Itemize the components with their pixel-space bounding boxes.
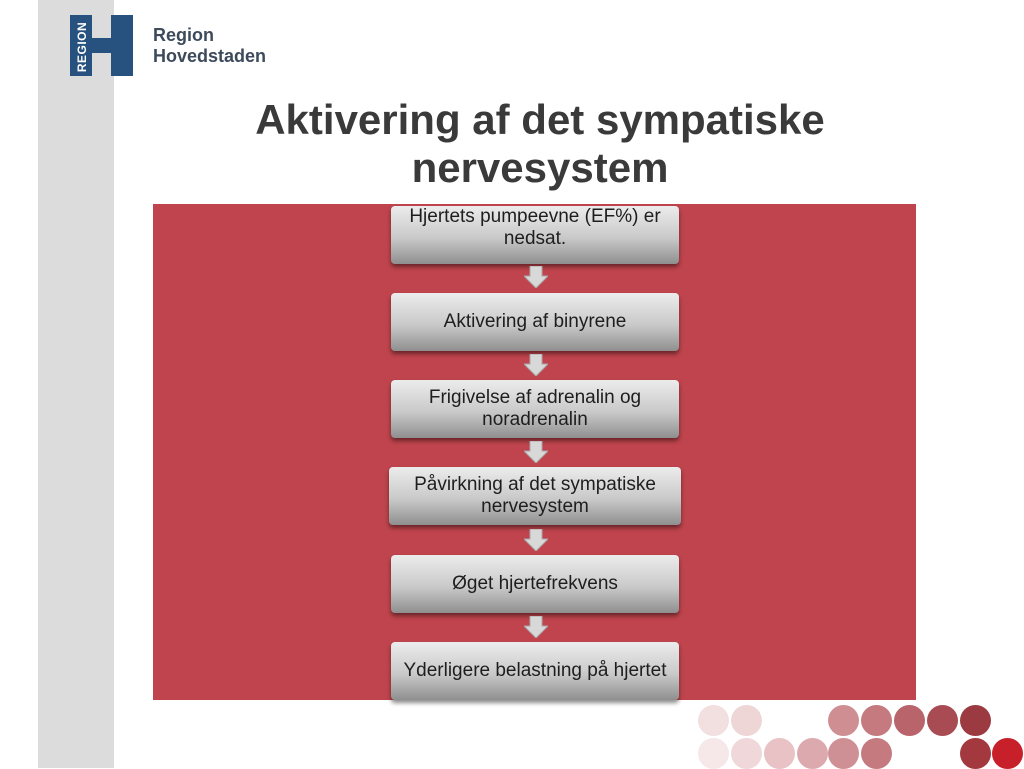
down-arrow-icon — [524, 354, 548, 376]
flow-step-2-label: Aktivering af binyrene — [443, 311, 627, 332]
flow-step-3-label: Frigivelse af adrenalin og noradrenalin — [428, 387, 642, 430]
decorative-dot — [960, 705, 991, 736]
decorative-dot — [828, 705, 859, 736]
flow-step-5-label: Øget hjertefrekvens — [452, 573, 618, 594]
decorative-dot — [927, 705, 958, 736]
logo-name-line2: Hovedstaden — [153, 46, 267, 66]
flow-step-1-label: Hjertets pumpeevne (EF%) er nedsat. — [409, 206, 661, 249]
down-arrow-icon — [524, 266, 548, 288]
decorative-dots — [690, 700, 1024, 768]
flow-step-4 — [389, 467, 681, 525]
decorative-dot — [698, 705, 729, 736]
decorative-dot — [764, 738, 795, 769]
side-band — [38, 0, 114, 768]
slide-title: Aktivering af det sympatiske nervesystem — [255, 96, 825, 191]
logo-wordmark — [153, 25, 266, 67]
decorative-dot — [731, 705, 762, 736]
flow-step-6 — [391, 642, 679, 700]
flow-step-2 — [391, 293, 679, 351]
region-hovedstaden-logo — [70, 15, 285, 79]
decorative-dot — [731, 738, 762, 769]
down-arrow-icon — [524, 529, 548, 551]
flow-step-5 — [391, 555, 679, 613]
flow-step-1 — [391, 206, 679, 264]
decorative-dot — [698, 738, 729, 769]
down-arrow-icon — [524, 441, 548, 463]
decorative-dot — [861, 705, 892, 736]
flow-step-4-label: Påvirkning af det sympatiske nervesystem — [414, 474, 656, 517]
decorative-dot — [894, 705, 925, 736]
logo-vertical-text: REGION — [75, 21, 89, 73]
flow-step-3 — [391, 380, 679, 438]
decorative-dot — [828, 738, 859, 769]
decorative-dot — [960, 738, 991, 769]
decorative-dot — [861, 738, 892, 769]
flow-step-6-label: Yderligere belastning på hjertet — [403, 660, 667, 681]
down-arrow-icon — [524, 616, 548, 638]
decorative-dot — [797, 738, 828, 769]
decorative-dot — [992, 738, 1023, 769]
logo-name-line1: Region — [153, 25, 214, 45]
